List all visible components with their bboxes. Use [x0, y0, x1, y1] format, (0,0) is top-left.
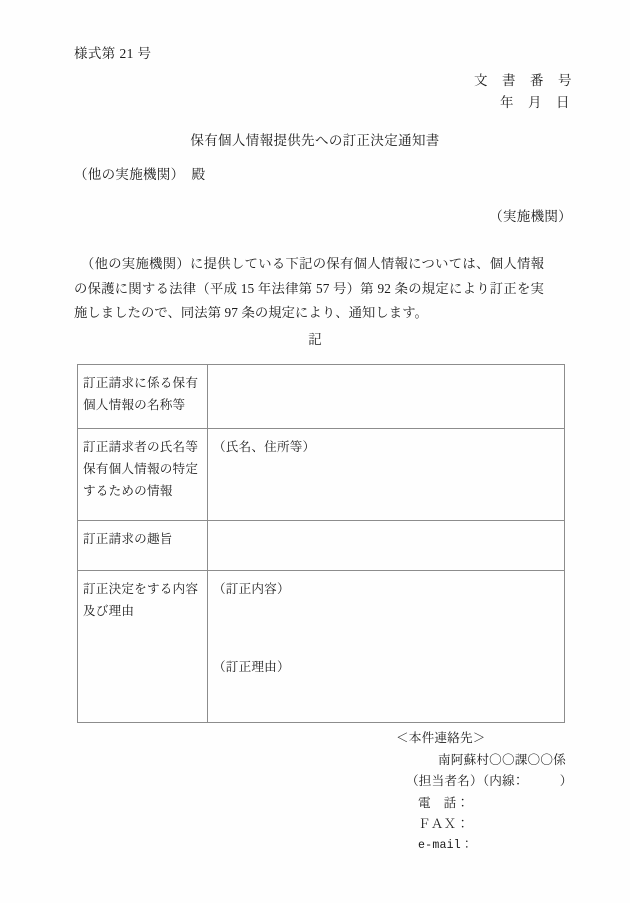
issuer-line: （実施機関）	[489, 209, 572, 224]
row-label-information-name: 訂正請求に係る保有個人情報の名称等	[78, 365, 208, 429]
contact-title: ＜本件連絡先＞	[396, 731, 486, 745]
table-row	[78, 571, 565, 723]
table-row	[78, 521, 565, 571]
table-row	[78, 429, 565, 521]
page-title: 保有個人情報提供先への訂正決定通知書	[190, 133, 440, 148]
contact-fax: ＦＡＸ：	[418, 817, 470, 832]
form-number: 様式第 21 号	[74, 46, 152, 61]
decision-reason-placeholder: （訂正理由）	[213, 660, 290, 675]
document-number-label: 文 書 番 号	[474, 73, 572, 88]
body-paragraph: （他の実施機関）に提供している下記の保有個人情報については、個人情報の保護に関する法律（平成 15 年法律第 57 号）第 92 条の規定により訂正を実施しましたので、同法第 97 条の規定により、通知します。	[74, 256, 544, 321]
table-row	[78, 365, 565, 429]
contact-person: （担当者名）（内線： ）	[406, 774, 573, 789]
contact-email: e-mail：	[418, 838, 473, 852]
addressee-line: （他の実施機関） 殿	[74, 167, 206, 182]
row-label-requester-identity: 訂正請求者の氏名等保有個人情報の特定するための情報	[78, 429, 208, 521]
document-meta-block	[474, 70, 572, 115]
row-value-decision-content-reason[interactable]	[208, 571, 565, 723]
contact-block	[396, 732, 573, 852]
document-date-label: 年 月 日	[500, 95, 570, 111]
decision-content-placeholder: （訂正内容）	[213, 582, 290, 596]
ki-marker: 記	[308, 332, 322, 347]
row-value-requester-identity[interactable]: （氏名、住所等）	[208, 429, 565, 521]
row-label-decision-content-reason: 訂正決定をする内容及び理由	[78, 571, 208, 723]
contact-section: 南阿蘇村〇〇課〇〇係	[438, 752, 566, 767]
row-value-request-purpose[interactable]	[208, 521, 565, 571]
row-value-information-name[interactable]	[208, 365, 565, 429]
contact-telephone: 電 話：	[418, 795, 470, 810]
row-label-request-purpose: 訂正請求の趣旨	[78, 521, 208, 571]
correction-details-table	[77, 364, 565, 723]
